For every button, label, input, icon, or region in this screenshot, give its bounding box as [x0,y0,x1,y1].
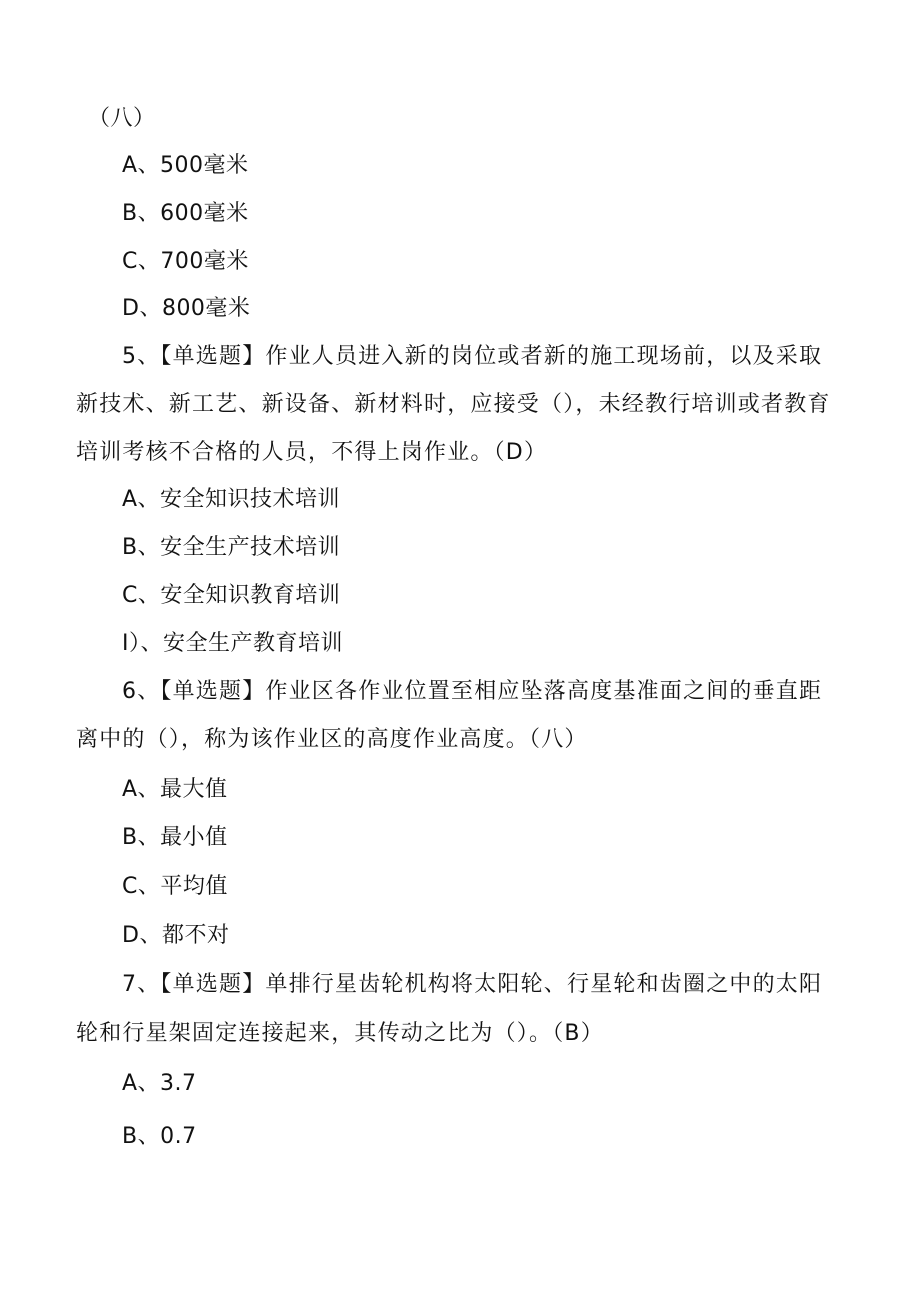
question-7-line-1: 7、【单选题】单排行星齿轮机构将太阳轮、行星轮和齿圈之中的太阳 [122,972,823,997]
option-b: B、600毫米 [122,201,249,226]
question-5-line-1: 5、【单选题】作业人员进入新的岗位或者新的施工现场前，以及采取 [122,344,823,369]
question-6-line-1: 6、【单选题】作业区各作业位置至相应坠落高度基准面之间的垂直距 [122,679,823,704]
option-c: C、安全知识教育培训 [122,583,341,608]
question-7-line-2: 轮和行星架固定连接起来，其传动之比为（）。（B） [76,1021,604,1046]
option-b: B、安全生产技术培训 [122,535,341,560]
option-c: C、平均值 [122,874,228,899]
question-5-line-2: 新技术、新工艺、新设备、新材料时，应接受（），未经教行培训或者教育 [76,392,831,417]
option-d: D、都不对 [122,923,230,948]
option-a: A、500毫米 [122,153,249,178]
option-b: B、最小值 [122,825,228,850]
option-d: D、800毫米 [122,296,251,321]
answer-text: （八） [88,106,156,131]
option-a: A、3.7 [122,1071,197,1096]
option-b: B、0.7 [122,1124,197,1149]
option-a: A、最大值 [122,777,228,802]
option-a: A、安全知识技术培训 [122,487,341,512]
question-6-line-2: 离中的（），称为该作业区的高度作业高度。（八） [76,727,588,752]
option-c: C、700毫米 [122,249,249,274]
option-d: I）、安全生产教育培训 [122,631,343,656]
question-5-line-3: 培训考核不合格的人员，不得上岗作业。（D） [76,440,548,465]
